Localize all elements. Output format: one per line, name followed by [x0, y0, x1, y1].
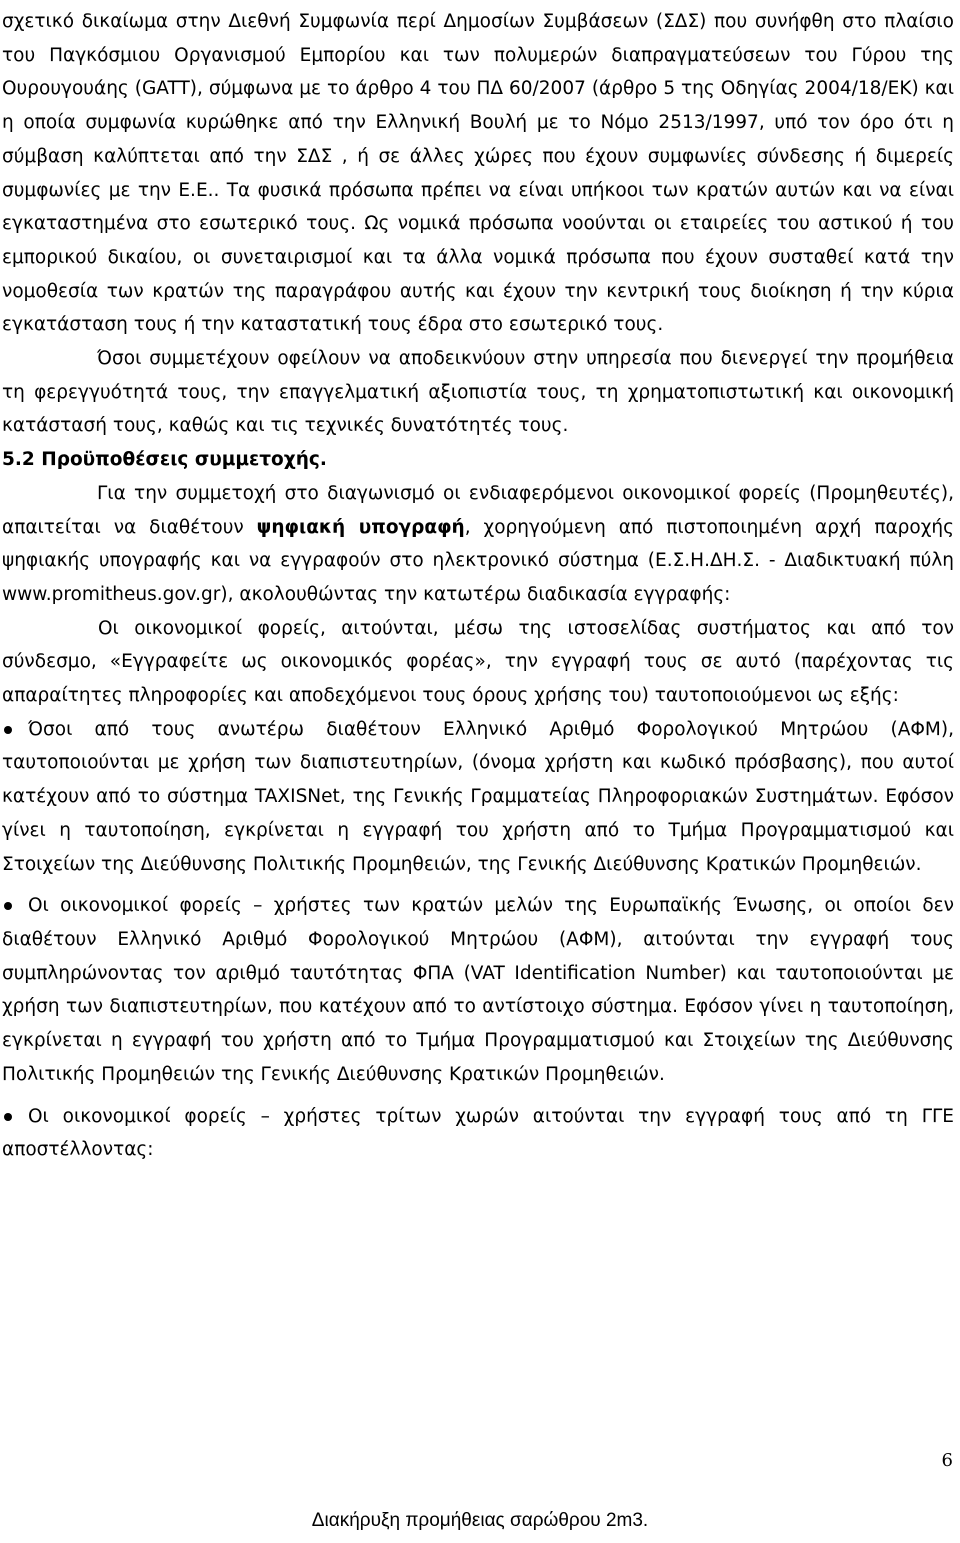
page-footer: Διακήρυξη προμήθειας σαρώθρου 2m3.: [311, 1510, 649, 1531]
paragraph-obligations: Όσοι συμμετέχουν οφείλουν να αποδεικνύουν στην υπηρεσία που διενεργεί την προμήθεια τη φερεγγυότητά τους, την επαγγελματική αξιοπιστία τους, τη χρηματοπιστωτική και οικονομική κατάστασή τους, καθώς και τις τεχνικές δυνατότητές τους.: [2, 348, 954, 437]
section-heading: 5.2 Προϋποθέσεις συμμετοχής.: [2, 449, 327, 471]
bullet-item-eu-users: [2, 889, 954, 1091]
bullet-text: Οι οικονομικοί φορείς – χρήστες τρίτων χωρών αιτούνται την εγγραφή τους από τη ΓΓΕ αποστέλλοντας:: [2, 1105, 954, 1161]
document-body: [2, 5, 954, 1167]
participation-text-start: Για την συμμετοχή στο διαγωνισμό οι ενδιαφερόμενοι οικονομικοί φορείς (Προμηθευτές), απαιτείται να διαθέτουν: [2, 482, 954, 538]
paragraph-participation: [2, 477, 954, 612]
participation-text-end: , χορηγούμενη από πιστοποιημένη αρχή παροχής ψηφιακής υπογραφής και να εγγραφούν στο ηλεκτρονικό σύστημα (Ε.Σ.Η.ΔΗ.Σ. - Διαδικτυακή πύλη www.promitheus.gov.gr), ακολουθώντας την κατωτέρω διαδικασία εγγραφής:: [2, 516, 954, 605]
page-number: 6: [941, 1450, 953, 1471]
bullet-item-third-country: [2, 1100, 954, 1167]
paragraph-registration: Οι οικονομικοί φορείς, αιτούνται, μέσω της ιστοσελίδας συστήματος και από τον σύνδεσμο, «Εγγραφείτε ως οικονομικός φορέας», την εγγραφή τους σε αυτό (παρέχοντας τις απαραίτητες πληροφορίες και αποδεχόμενοι τους όρους χρήσης του) ταυτοποιούμενοι ως εξής:: [2, 617, 954, 707]
bullet-icon: [4, 726, 12, 734]
bullet-text: Οι οικονομικοί φορείς – χρήστες των κρατών μελών της Ευρωπαϊκής Ένωσης, οι οποίοι δεν διαθέτουν Ελληνικό Αριθμό Φορολογικού Μητρώου (ΑΦΜ), αιτούνται την εγγραφή τους συμπληρώνοντας τον αριθμό ταυτότητας ΦΠΑ (VAT Identification Number) και ταυτοποιούνται με χρήση των διαπιστευτηρίων, που κατέχουν από το αντίστοιχο σύστημα. Εφόσον γίνει η ταυτοποίηση, εγκρίνεται η εγγραφή του χρήστη από το Τμήμα Προγραμματισμού και Στοιχείων της Διεύθυνσης Πολιτικής Προμηθειών της Γενικής Διεύθυνσης Κρατικών Προμηθειών.: [2, 895, 954, 1085]
bullet-icon: [4, 1113, 12, 1121]
digital-signature-emphasis: ψηφιακή υπογραφή: [256, 516, 465, 538]
bullet-item-greek-afm: [2, 713, 954, 882]
bullet-text: Όσοι από τους ανωτέρω διαθέτουν Ελληνικό Αριθμό Φορολογικού Μητρώου (ΑΦΜ), ταυτοποιούνται με χρήση των διαπιστευτηρίων, (όνομα χρήστη και κωδικό πρόσβασης), που αυτοί κατέχουν από το σύστημα TAXISNet, της Γενικής Γραμματείας Πληροφοριακών Συστημάτων. Εφόσον γίνει η ταυτοποίηση, εγκρίνεται η εγγραφή του χρήστη από το Τμήμα Προγραμματισμού και Στοιχείων της Διεύθυνσης Πολιτικής Προμηθειών, της Γενικής Διεύθυνσης Κρατικών Προμηθειών.: [2, 718, 954, 875]
bullet-icon: [4, 902, 12, 910]
paragraph-eligibility: σχετικό δικαίωμα στην Διεθνή Συμφωνία περί Δημοσίων Συμβάσεων (ΣΔΣ) που συνήφθη στο πλαίσιο του Παγκόσμιου Οργανισμού Εμπορίου και των πολυμερών διαπραγματεύσεων του Γύρου της Ουρουγουάης (GATT), σύμφωνα με το άρθρο 4 του ΠΔ 60/2007 (άρθρο 5 της Οδηγίας 2004/18/ΕΚ) και η οποία συμφωνία κυρώθηκε από την Ελληνική Βουλή με το Νόμο 2513/1997, υπό τον όρο ότι η σύμβαση καλύπτεται από την ΣΔΣ , ή σε άλλες χώρες που έχουν συμφωνίες σύνδεσης ή διμερείς συμφωνίες με την Ε.Ε.. Τα φυσικά πρόσωπα πρέπει να είναι υπήκοοι των κρατών αυτών και να είναι εγκαταστημένα στο εσωτερικό τους. Ως νομικά πρόσωπα νοούνται οι εταιρείες του αστικού ή του εμπορικού δικαίου, οι συνεταιρισμοί και τα άλλα νομικά πρόσωπα που έχουν συσταθεί κατά την νομοθεσία των κρατών της παραγράφου αυτής και έχουν την κεντρική τους διοίκηση ή την κύρια εγκατάσταση τους ή την καταστατική τους έδρα στο εσωτερικό τους.: [2, 11, 954, 336]
